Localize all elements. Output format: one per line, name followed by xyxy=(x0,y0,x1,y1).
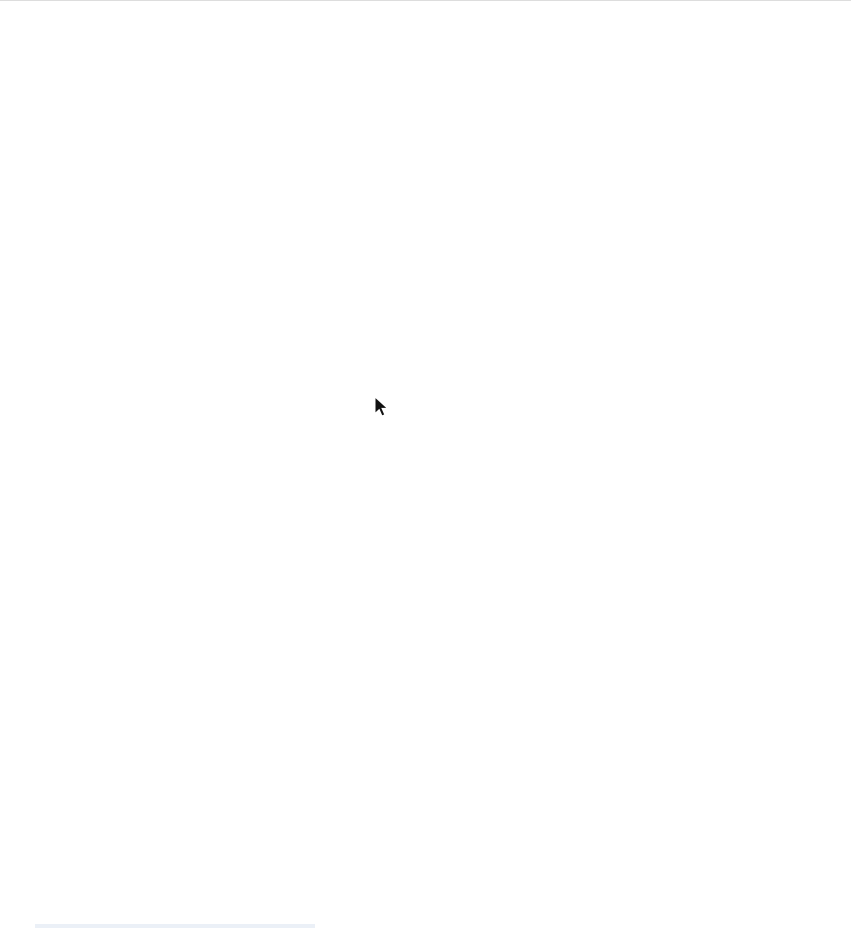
chart-cm-panama-playboy xyxy=(20,8,278,272)
chart-tell-tyrus xyxy=(20,664,278,928)
chart-cuz-im-pepe xyxy=(570,336,851,600)
chart-plot xyxy=(295,664,595,814)
chart-az-heat xyxy=(295,8,553,272)
chart-kingdom-come xyxy=(295,336,553,600)
chart-ruff-an-rowdy xyxy=(295,664,553,928)
chart-plot xyxy=(20,664,320,814)
next-row-peek xyxy=(35,924,315,928)
chart-plot xyxy=(570,336,851,486)
chart-plot xyxy=(20,8,320,158)
chart-plot xyxy=(295,336,595,486)
chart-plot xyxy=(570,8,851,158)
top-divider xyxy=(0,0,851,1)
chart-av-tornadoe-warning xyxy=(570,8,851,272)
mouse-cursor-icon xyxy=(374,396,388,417)
chart-plot xyxy=(20,336,320,486)
chart-plot xyxy=(295,8,595,158)
chart-fancey-like xyxy=(20,336,278,600)
